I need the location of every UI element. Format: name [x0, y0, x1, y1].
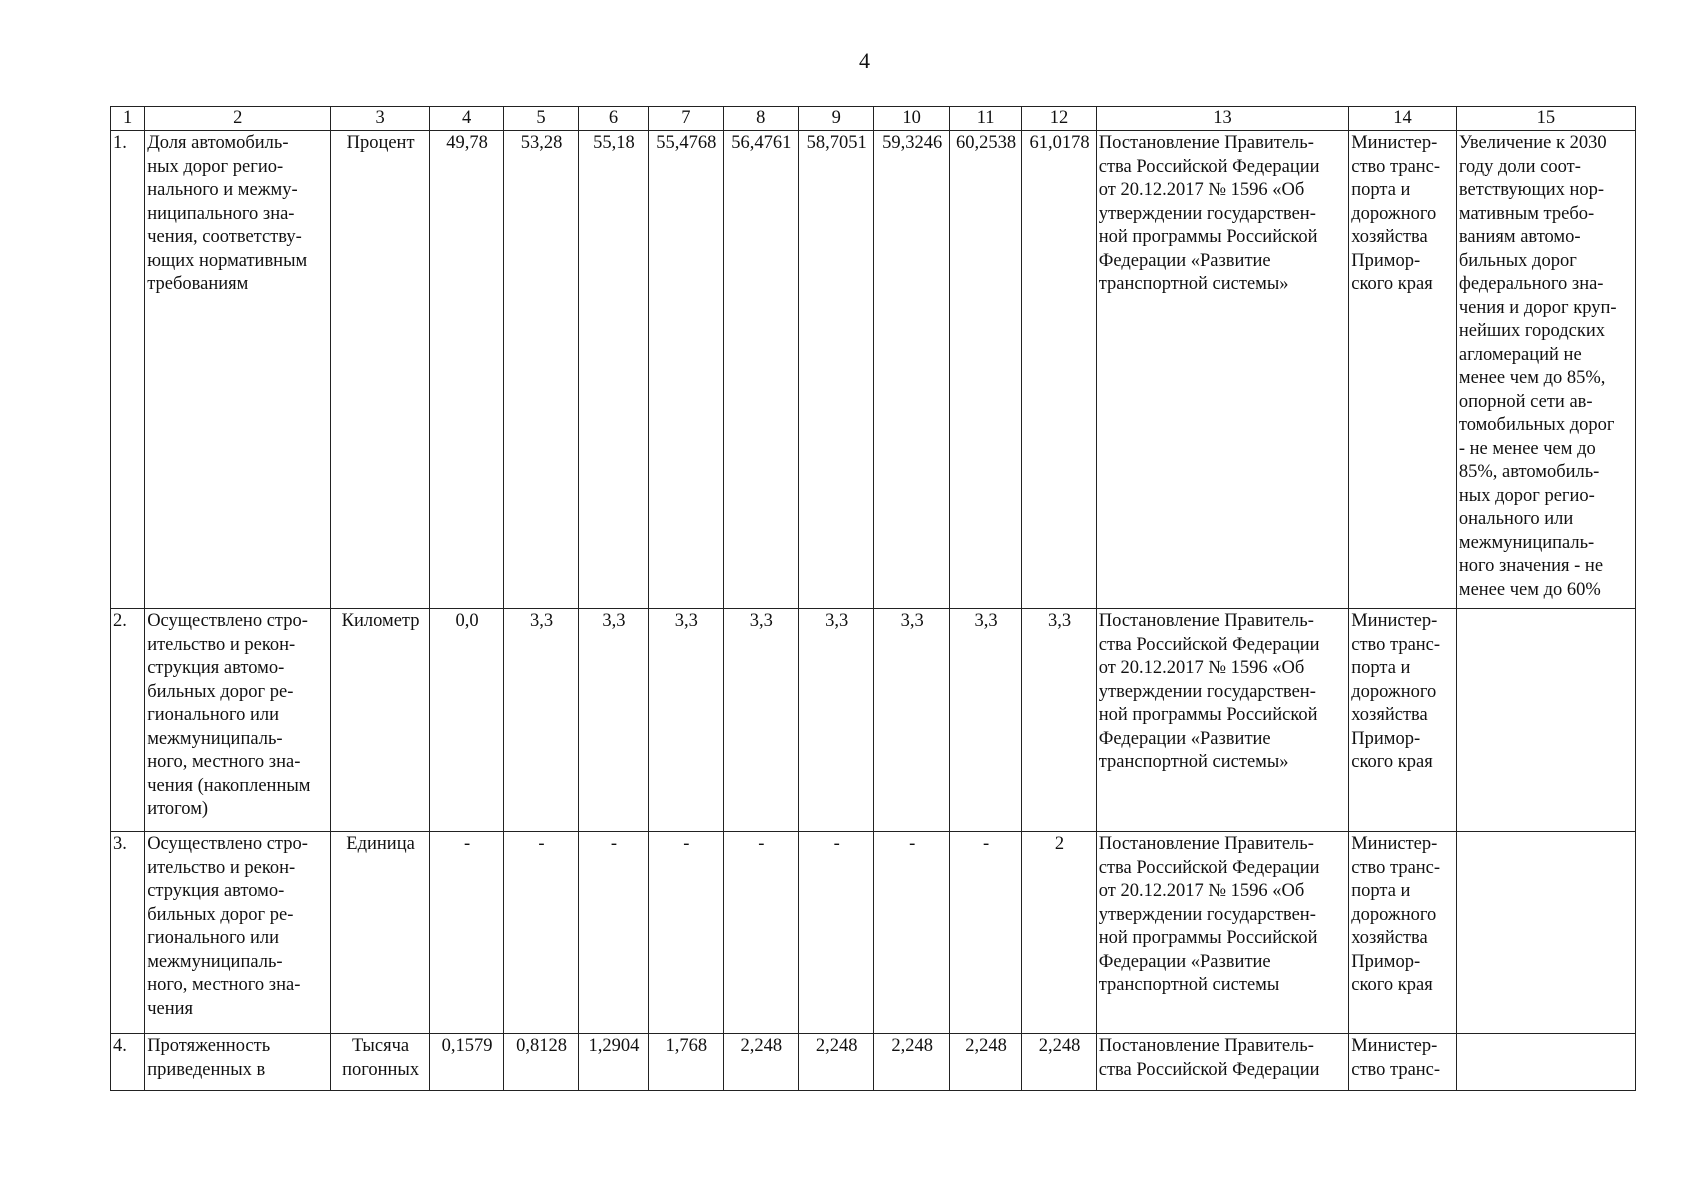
indicator-name-line: гионального или: [147, 928, 280, 948]
indicator-name-line: гионального или: [147, 705, 280, 725]
legal-basis-line: транспортной системы»: [1098, 274, 1289, 294]
expected-result: [1456, 832, 1635, 1034]
expected-result-line: 85%, автомобиль-: [1458, 462, 1600, 482]
expected-result-line: ваниям автомо-: [1458, 227, 1581, 247]
legal-basis-line: Постановление Правитель-: [1098, 1036, 1314, 1056]
year-value: 61,0178: [1022, 131, 1096, 609]
unit-of-measure-line: Километр: [341, 611, 420, 631]
responsible-body-line: Примор-: [1351, 250, 1421, 271]
responsible-body-line: ство транс-: [1351, 634, 1441, 655]
indicator-name-line: ных дорог регио-: [147, 156, 284, 177]
row-index: 1.: [111, 131, 145, 609]
year-value: 3,3: [578, 609, 648, 832]
responsible-body: [1349, 609, 1457, 832]
indicator-name-line: межмуниципаль-: [147, 728, 283, 749]
header-cell: 1: [111, 107, 145, 131]
year-value: -: [799, 832, 874, 1034]
year-value: 58,7051: [799, 131, 874, 609]
legal-basis-line: от 20.12.2017 № 1596 «Об: [1098, 180, 1305, 200]
legal-basis: [1096, 832, 1348, 1034]
expected-result: [1456, 609, 1635, 832]
indicator-name-line: ниципального зна-: [147, 203, 295, 224]
responsible-body: [1349, 1034, 1457, 1091]
year-value: -: [874, 832, 949, 1034]
year-value: 0,1579: [429, 1034, 503, 1091]
year-value: 0,0: [429, 609, 503, 832]
indicator-name: [145, 131, 331, 609]
legal-basis-line: ной программы Российской: [1098, 928, 1318, 948]
expected-result-line: онального или: [1458, 509, 1574, 529]
header-row: [111, 107, 1636, 131]
indicator-name-line: бильных дорог ре-: [147, 681, 294, 702]
responsible-body-line: порта и: [1351, 180, 1411, 200]
header-cell: 15: [1456, 107, 1635, 131]
legal-basis-line: Федерации «Развитие: [1098, 728, 1271, 749]
row-index: 3.: [111, 832, 145, 1034]
year-value: 3,3: [504, 609, 578, 832]
expected-result-line: нейших городских: [1458, 321, 1605, 341]
indicator-name-line: нального и межму-: [147, 180, 298, 200]
responsible-body-line: ство транс-: [1351, 1059, 1441, 1080]
indicator-name-line: межмуниципаль-: [147, 951, 283, 972]
year-value: 1,2904: [578, 1034, 648, 1091]
expected-result-line: чения и дорог круп-: [1458, 297, 1617, 318]
responsible-body-line: дорожного: [1351, 681, 1437, 702]
unit-of-measure-line: Процент: [346, 133, 415, 153]
legal-basis: [1096, 131, 1348, 609]
indicator-name-line: бильных дорог ре-: [147, 904, 294, 925]
year-value: 2,248: [1022, 1034, 1096, 1091]
legal-basis-line: ства Российской Федерации: [1098, 1059, 1320, 1080]
table-row: [111, 1034, 1636, 1091]
header-cell: 10: [874, 107, 949, 131]
responsible-body-line: Примор-: [1351, 728, 1421, 749]
year-value: 55,18: [578, 131, 648, 609]
indicator-name-line: ительство и рекон-: [147, 857, 296, 878]
year-value: -: [949, 832, 1021, 1034]
year-value: 60,2538: [949, 131, 1021, 609]
unit-of-measure-line: погонных: [342, 1059, 420, 1080]
row-index: 2.: [111, 609, 145, 832]
year-value: 0,8128: [504, 1034, 578, 1091]
indicator-name-line: приведенных в: [147, 1059, 266, 1080]
year-value: 59,3246: [874, 131, 949, 609]
responsible-body-line: дорожного: [1351, 904, 1437, 925]
unit-of-measure: [331, 832, 430, 1034]
year-value: 2: [1022, 832, 1096, 1034]
indicator-name-line: требованиям: [147, 274, 249, 294]
expected-result-line: томобильных дорог: [1458, 415, 1615, 435]
indicator-name-line: струкция автомо-: [147, 881, 285, 901]
header-cell: 7: [649, 107, 723, 131]
expected-result: [1456, 131, 1635, 609]
expected-result: [1456, 1034, 1635, 1091]
responsible-body-line: порта и: [1351, 881, 1411, 901]
year-value: 55,4768: [649, 131, 723, 609]
expected-result-line: ных дорог регио-: [1458, 485, 1595, 506]
page-number: 4: [859, 48, 870, 73]
responsible-body-line: порта и: [1351, 658, 1411, 678]
legal-basis-line: Постановление Правитель-: [1098, 834, 1314, 854]
year-value: 1,768: [649, 1034, 723, 1091]
indicator-name-line: Осуществлено стро-: [147, 834, 308, 854]
legal-basis-line: ства Российской Федерации: [1098, 156, 1320, 177]
unit-of-measure-line: Тысяча: [352, 1036, 410, 1056]
indicator-name-line: ного, местного зна-: [147, 975, 301, 995]
responsible-body-line: Министер-: [1351, 611, 1438, 631]
indicator-name-line: ительство и рекон-: [147, 634, 296, 655]
year-value: -: [578, 832, 648, 1034]
legal-basis-line: ной программы Российской: [1098, 705, 1318, 725]
indicator-name-line: ного, местного зна-: [147, 752, 301, 772]
expected-result-line: - не менее чем до: [1458, 438, 1596, 459]
legal-basis: [1096, 609, 1348, 832]
year-value: -: [723, 832, 798, 1034]
year-value: 53,28: [504, 131, 578, 609]
indicator-name: [145, 1034, 331, 1091]
responsible-body-line: ского края: [1351, 975, 1433, 995]
expected-result-line: Увеличение к 2030: [1458, 133, 1607, 153]
year-value: -: [429, 832, 503, 1034]
responsible-body: [1349, 832, 1457, 1034]
indicator-name-line: итогом): [147, 799, 209, 819]
indicator-name-line: чения (накопленным: [147, 775, 311, 796]
header-cell: 9: [799, 107, 874, 131]
header-cell: 4: [429, 107, 503, 131]
legal-basis-line: транспортной системы»: [1098, 752, 1289, 772]
year-value: 2,248: [874, 1034, 949, 1091]
unit-of-measure: [331, 131, 430, 609]
legal-basis-line: Федерации «Развитие: [1098, 951, 1271, 972]
unit-of-measure-line: Единица: [346, 834, 415, 854]
row-index: 4.: [111, 1034, 145, 1091]
expected-result-line: межмуниципаль-: [1458, 532, 1595, 553]
expected-result-line: ветствующих нор-: [1458, 180, 1605, 200]
year-value: 3,3: [649, 609, 723, 832]
indicator-name-line: чения: [147, 998, 194, 1019]
legal-basis-line: ства Российской Федерации: [1098, 634, 1320, 655]
legal-basis-line: транспортной системы: [1098, 975, 1280, 995]
legal-basis-line: Федерации «Развитие: [1098, 250, 1271, 271]
expected-result-line: менее чем до 60%: [1458, 579, 1601, 600]
expected-result-line: агломераций не: [1458, 344, 1582, 365]
year-value: 49,78: [429, 131, 503, 609]
table-row: [111, 131, 1636, 609]
indicator-name-line: струкция автомо-: [147, 658, 285, 678]
indicator-name-line: ющих нормативным: [147, 250, 308, 271]
header-cell: 12: [1022, 107, 1096, 131]
legal-basis-line: Постановление Правитель-: [1098, 133, 1314, 153]
responsible-body-line: Министер-: [1351, 834, 1438, 854]
expected-result-line: ного значения - не: [1458, 556, 1604, 576]
expected-result-line: году доли соот-: [1458, 156, 1581, 177]
responsible-body: [1349, 131, 1457, 609]
year-value: -: [504, 832, 578, 1034]
legal-basis-line: от 20.12.2017 № 1596 «Об: [1098, 658, 1305, 678]
expected-result-line: мативным требо-: [1458, 203, 1595, 224]
legal-basis-line: ства Российской Федерации: [1098, 857, 1320, 878]
table-row: [111, 609, 1636, 832]
header-cell: 5: [504, 107, 578, 131]
header-cell: 6: [578, 107, 648, 131]
year-value: 3,3: [949, 609, 1021, 832]
unit-of-measure: [331, 1034, 430, 1091]
year-value: 56,4761: [723, 131, 798, 609]
year-value: 2,248: [799, 1034, 874, 1091]
indicator-name-line: чения, соответству-: [147, 227, 302, 247]
year-value: 2,248: [949, 1034, 1021, 1091]
indicators-table: [110, 106, 1636, 1091]
legal-basis-line: утверждении государствен-: [1098, 203, 1316, 224]
responsible-body-line: ство транс-: [1351, 857, 1441, 878]
year-value: 2,248: [723, 1034, 798, 1091]
indicator-name-line: Протяженность: [147, 1036, 271, 1056]
year-value: 3,3: [723, 609, 798, 832]
legal-basis-line: утверждении государствен-: [1098, 681, 1316, 702]
header-cell: 2: [145, 107, 331, 131]
indicator-name: [145, 832, 331, 1034]
responsible-body-line: хозяйства: [1351, 227, 1428, 247]
responsible-body-line: Министер-: [1351, 133, 1438, 153]
indicator-name-line: Доля автомобиль-: [147, 133, 289, 153]
responsible-body-line: Министер-: [1351, 1036, 1438, 1056]
table-row: [111, 832, 1636, 1034]
responsible-body-line: ского края: [1351, 752, 1433, 772]
header-cell: 13: [1096, 107, 1348, 131]
year-value: 3,3: [874, 609, 949, 832]
indicator-name-line: Осуществлено стро-: [147, 611, 308, 631]
expected-result-line: бильных дорог: [1458, 250, 1577, 271]
expected-result-line: менее чем до 85%,: [1458, 368, 1606, 388]
legal-basis-line: утверждении государствен-: [1098, 904, 1316, 925]
legal-basis-line: от 20.12.2017 № 1596 «Об: [1098, 881, 1305, 901]
responsible-body-line: хозяйства: [1351, 705, 1428, 725]
responsible-body-line: Примор-: [1351, 951, 1421, 972]
responsible-body-line: дорожного: [1351, 203, 1437, 224]
year-value: 3,3: [799, 609, 874, 832]
legal-basis-line: ной программы Российской: [1098, 227, 1318, 247]
expected-result-line: опорной сети ав-: [1458, 391, 1593, 412]
year-value: -: [649, 832, 723, 1034]
table-body: [111, 131, 1636, 1091]
year-value: 3,3: [1022, 609, 1096, 832]
header-cell: 3: [331, 107, 430, 131]
legal-basis-line: Постановление Правитель-: [1098, 611, 1314, 631]
expected-result-line: федерального зна-: [1458, 274, 1604, 294]
unit-of-measure: [331, 609, 430, 832]
header-cell: 8: [723, 107, 798, 131]
responsible-body-line: ского края: [1351, 274, 1433, 294]
responsible-body-line: ство транс-: [1351, 156, 1441, 177]
legal-basis: [1096, 1034, 1348, 1091]
indicator-name: [145, 609, 331, 832]
header-cell: 11: [949, 107, 1021, 131]
header-cell: 14: [1349, 107, 1457, 131]
responsible-body-line: хозяйства: [1351, 928, 1428, 948]
